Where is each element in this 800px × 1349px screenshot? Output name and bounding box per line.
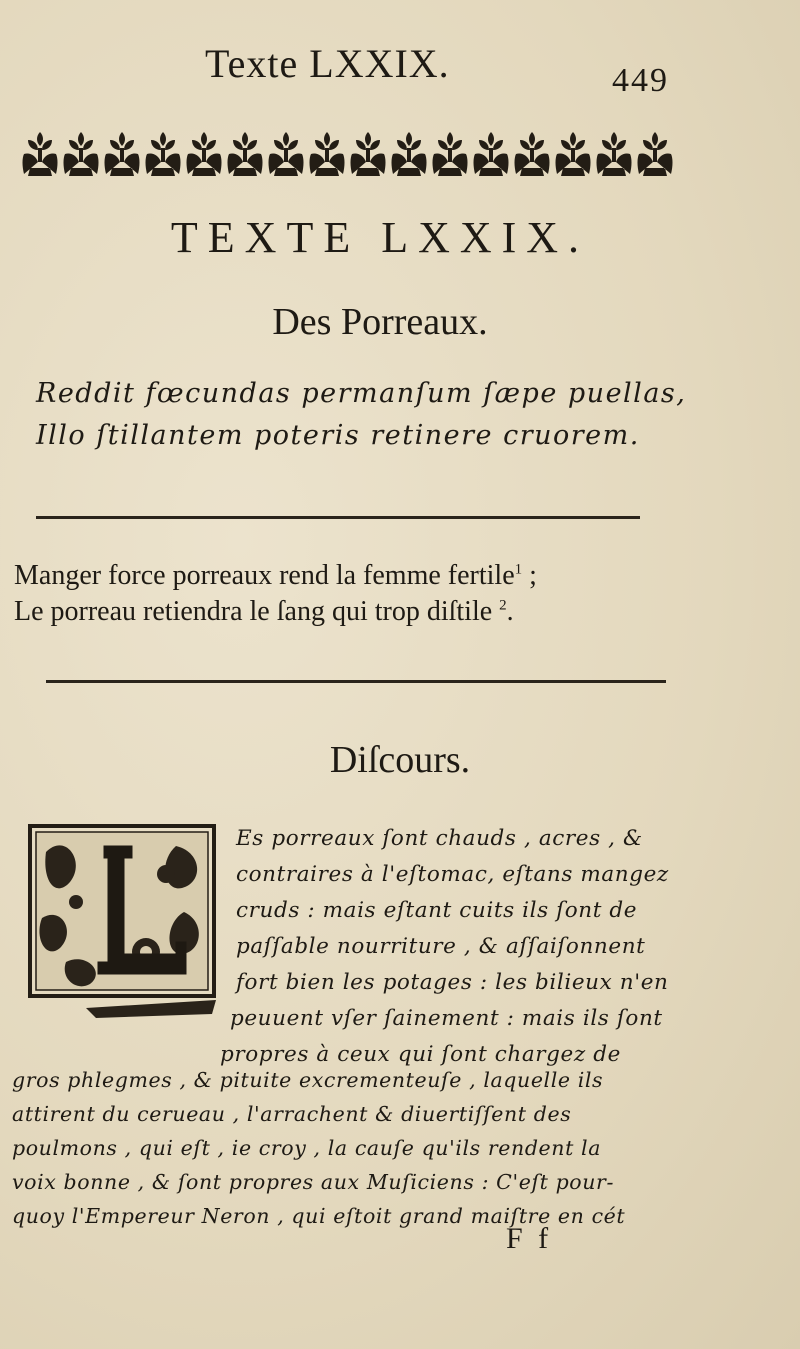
french-verse-text: Manger force porreaux rend la femme fertile	[14, 560, 515, 591]
discourse-line: voix bonne , & ſont propres aux Muſiciens : C'eſt pour-	[12, 1170, 614, 1194]
latin-verse-line-2: Illo ſtillantem poteris retinere cruorem.	[36, 420, 640, 451]
signature-mark: F f	[506, 1222, 553, 1255]
chapter-heading: TEXTE LXXIX.	[170, 213, 590, 262]
discourse-line: attirent du cerueau , l'arrachent & diuertiſſent des	[12, 1102, 572, 1126]
chapter-subtitle: Des Porreaux.	[272, 301, 488, 343]
french-verse-text: Le porreau retiendra le ſang qui trop diſtile	[14, 596, 493, 627]
running-title: Texte LXXIX.	[205, 41, 450, 86]
divider-rule-top	[36, 516, 640, 519]
discourse-line: fort bien les potages : les bilieux n'en	[236, 970, 669, 995]
discourse-line: Es porreaux ſont chauds , acres , &	[236, 826, 643, 851]
divider-rule-bottom	[46, 680, 666, 683]
verse-punctuation: .	[506, 596, 514, 627]
discourse-line: contraires à l'eſtomac, eſtans mangez	[236, 862, 669, 887]
decorated-initial-l-icon	[26, 822, 218, 1022]
footnote-marker: 2	[499, 597, 507, 614]
discourse-line: quoy l'Empereur Neron , qui eſtoit grand maiſtre en cét	[12, 1204, 626, 1228]
verse-punctuation: ;	[529, 560, 537, 591]
floral-headpiece-icon	[20, 128, 680, 180]
french-verse-line-1	[14, 560, 714, 592]
running-head	[0, 38, 800, 99]
footnote-marker: 1	[514, 561, 523, 578]
discourse-line: peuuent vſer ſainement : mais ils ſont	[230, 1006, 663, 1031]
discourse-line: poulmons , qui eſt , ie croy , la cauſe qu'ils rendent la	[12, 1136, 602, 1160]
french-verse-line-2	[14, 596, 714, 628]
section-heading: Diſcours.	[329, 739, 471, 781]
discourse-line: propres à ceux qui ſont chargez de	[220, 1042, 621, 1067]
discourse-line: cruds : mais eſtant cuits ils ſont de	[236, 898, 638, 923]
latin-verse-line-1: Reddit fœcundas permanſum ſæpe puellas,	[36, 378, 687, 409]
discourse-line: gros phlegmes , & pituite excrementeuſe , laquelle ils	[12, 1068, 604, 1092]
discourse-line: paſſable nourriture , & aſſaiſonnent	[236, 934, 646, 959]
page-number: 449	[612, 62, 669, 99]
